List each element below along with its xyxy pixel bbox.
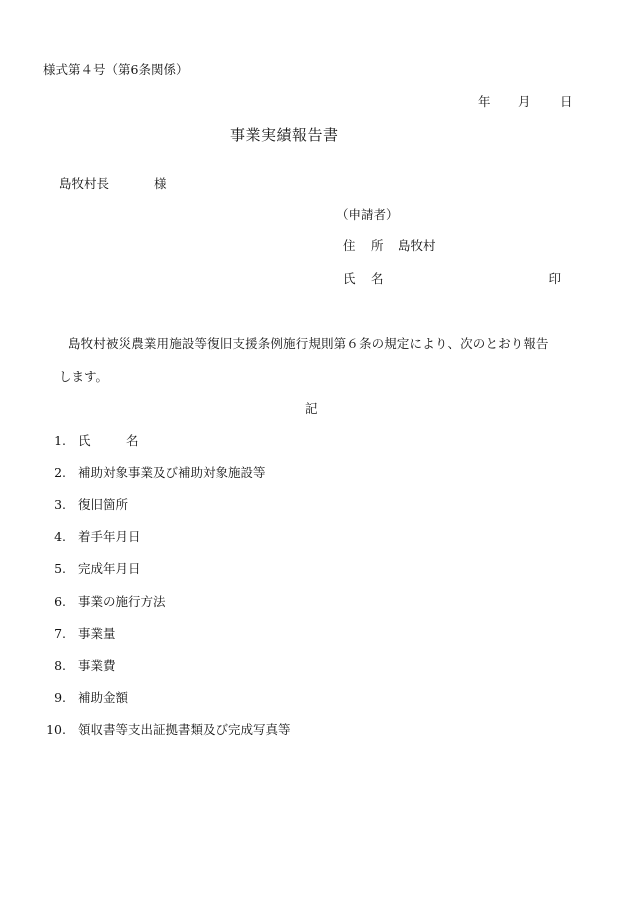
item-label: 事業費	[78, 658, 116, 673]
list-item	[0, 529, 630, 545]
list-item	[0, 497, 630, 513]
date-line	[478, 94, 573, 110]
address-label-1: 住	[343, 238, 356, 253]
applicant-name-row	[343, 271, 561, 287]
date-day: 日	[560, 94, 573, 109]
addressee-honorific: 様	[154, 176, 167, 191]
item-number: 9.	[54, 690, 66, 705]
item-label: 補助金額	[78, 690, 129, 705]
item-number: 5.	[54, 561, 66, 576]
body-text-line-2: します。	[59, 369, 109, 384]
name-label-2: 名	[371, 271, 384, 286]
item-label: 事業の施行方法	[78, 594, 166, 609]
date-year: 年	[478, 94, 491, 109]
address-label-2: 所	[371, 238, 384, 253]
item-number: 1.	[54, 433, 66, 448]
item-label: 領収書等支出証拠書類及び完成写真等	[78, 722, 291, 737]
item-label: 着手年月日	[78, 529, 141, 544]
list-item	[0, 594, 630, 610]
item-number: 3.	[54, 497, 66, 512]
item-label: 完成年月日	[78, 561, 141, 576]
seal-mark: 印	[548, 271, 561, 286]
name-label-1: 氏	[343, 271, 356, 286]
item-number: 8.	[54, 658, 66, 673]
addressee-name: 島牧村長	[59, 176, 110, 191]
list-item	[0, 626, 630, 642]
list-item	[0, 465, 630, 481]
body-text-line-1: 島牧村被災農業用施設等復旧支援条例施行規則第６条の規定により、次のとおり報告	[68, 336, 549, 351]
item-label: 事業量	[78, 626, 116, 641]
item-label: 復旧箇所	[78, 497, 129, 512]
item-label-part-2: 名	[126, 433, 139, 448]
item-label	[78, 433, 139, 449]
item-number: 4.	[54, 529, 66, 544]
item-label-part-1: 氏	[78, 433, 91, 448]
date-month: 月	[518, 94, 531, 109]
item-label: 補助対象事業及び補助対象施設等	[78, 465, 266, 480]
form-number: 様式第４号（第6条関係）	[43, 62, 189, 77]
item-number: 7.	[54, 626, 66, 641]
addressee	[59, 176, 167, 192]
list-item	[0, 690, 630, 706]
list-item	[0, 561, 630, 577]
applicant-label: （申請者）	[336, 207, 399, 222]
page-title: 事業実績報告書	[230, 126, 339, 144]
applicant-address-row	[343, 238, 436, 254]
list-item	[0, 658, 630, 674]
address-label	[343, 238, 398, 254]
item-number: 2.	[54, 465, 66, 480]
item-number: 6.	[54, 594, 66, 609]
list-item	[0, 722, 630, 738]
name-label	[343, 271, 398, 287]
ki-heading: 記	[305, 401, 318, 416]
item-number: 10.	[46, 722, 66, 737]
list-item	[0, 433, 630, 449]
address-value: 島牧村	[398, 238, 436, 253]
